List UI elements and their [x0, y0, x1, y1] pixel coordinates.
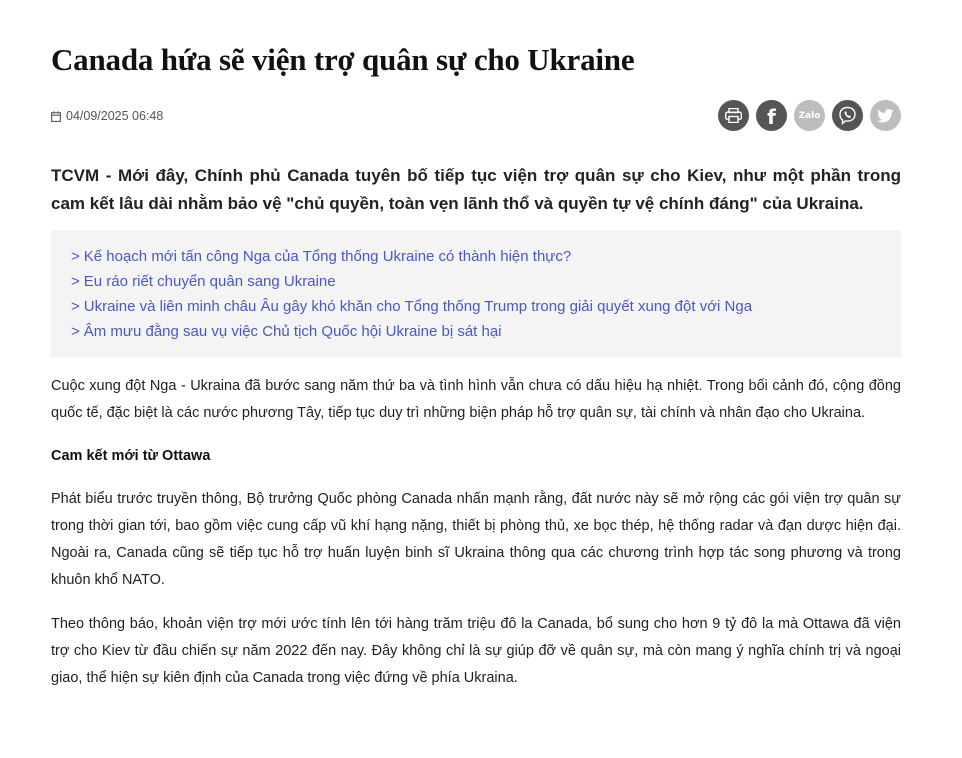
chevron-right-icon: > [71, 248, 80, 265]
related-link[interactable] [71, 244, 881, 269]
zalo-icon: Zalo [798, 110, 821, 121]
share-bar [718, 100, 901, 131]
article-paragraph: Cuộc xung đột Nga - Ukraina đã bước sang năm thứ ba và tình hình vẫn chưa có dấu hiệu hạ nhiệt. Trong bối cảnh đó, cộng đồng quốc tế, đặc biệt là các nước phương Tây, tiếp tục duy trì những biện pháp hỗ trợ quân sự, tài chính và nhân đạo cho Ukraina. [51, 378, 901, 422]
print-button[interactable] [718, 100, 749, 131]
article-paragraph: Phát biểu trước truyền thông, Bộ trưởng Quốc phòng Canada nhấn mạnh rằng, đất nước này sẽ mở rộng các gói viện trợ quân sự trong thời gian tới, bao gồm việc cung cấp vũ khí hạng nặng, thiết bị phòng thủ, xe bọc thép, hệ thống radar và đạn dược hiện đại. Ngoài ra, Canada cũng sẽ tiếp tục hỗ trợ huấn luyện binh sĩ Ukraina thông qua các chương trình hợp tác song phương và trong khuôn khổ NATO. [51, 490, 901, 589]
meta-row [51, 100, 901, 134]
related-link-label: Eu ráo riết chuyển quân sang Ukraine [83, 273, 336, 290]
viber-icon [838, 106, 857, 125]
related-links [51, 230, 901, 357]
facebook-icon: f [767, 104, 776, 129]
date-text: 04/09/2025 06:48 [66, 109, 164, 123]
viber-share-button[interactable] [832, 100, 863, 131]
facebook-share-button[interactable] [756, 100, 787, 131]
article-title: Canada hứa sẽ viện trợ quân sự cho Ukraine [51, 42, 635, 77]
printer-icon [725, 108, 742, 123]
section-heading: Cam kết mới từ Ottawa [51, 447, 211, 464]
chevron-right-icon: > [71, 298, 80, 315]
related-link[interactable] [71, 294, 881, 319]
twitter-share-button[interactable] [870, 100, 901, 131]
chevron-right-icon: > [71, 273, 80, 290]
twitter-icon [877, 109, 894, 123]
related-link[interactable] [71, 319, 881, 344]
zalo-share-button[interactable] [794, 100, 825, 131]
related-link-label: Ukraine và liên minh châu Âu gây khó khăn cho Tổng thống Trump trong giải quyết xung đột với Nga [83, 298, 753, 315]
related-link-label: Âm mưu đằng sau vụ việc Chủ tịch Quốc hội Ukraine bị sát hại [83, 323, 502, 340]
related-link-label: Kế hoạch mới tấn công Nga của Tổng thống Ukraine có thành hiện thực? [83, 248, 572, 265]
article-lead: TCVM - Mới đây, Chính phủ Canada tuyên bố tiếp tục viện trợ quân sự cho Kiev, như một phần trong cam kết lâu dài nhằm bảo vệ "chủ quyền, toàn vẹn lãnh thổ và quyền tự vệ chính đáng" của Ukraina. [51, 166, 901, 213]
article [51, 0, 901, 693]
calendar-icon [51, 111, 61, 122]
related-link[interactable] [71, 269, 881, 294]
chevron-right-icon: > [71, 323, 80, 340]
article-paragraph: Theo thông báo, khoản viện trợ mới ước tính lên tới hàng trăm triệu đô la Canada, bổ sung cho hơn 9 tỷ đô la mà Ottawa đã viện trợ cho Kiev từ đầu chiến sự năm 2022 đến nay. Đây không chỉ là sự giúp đỡ về quân sự, mà còn mang ý nghĩa chính trị và ngoại giao, thể hiện sự kiên định của Canada trong việc đứng về phía Ukraina. [51, 615, 901, 687]
article-date [51, 109, 163, 123]
